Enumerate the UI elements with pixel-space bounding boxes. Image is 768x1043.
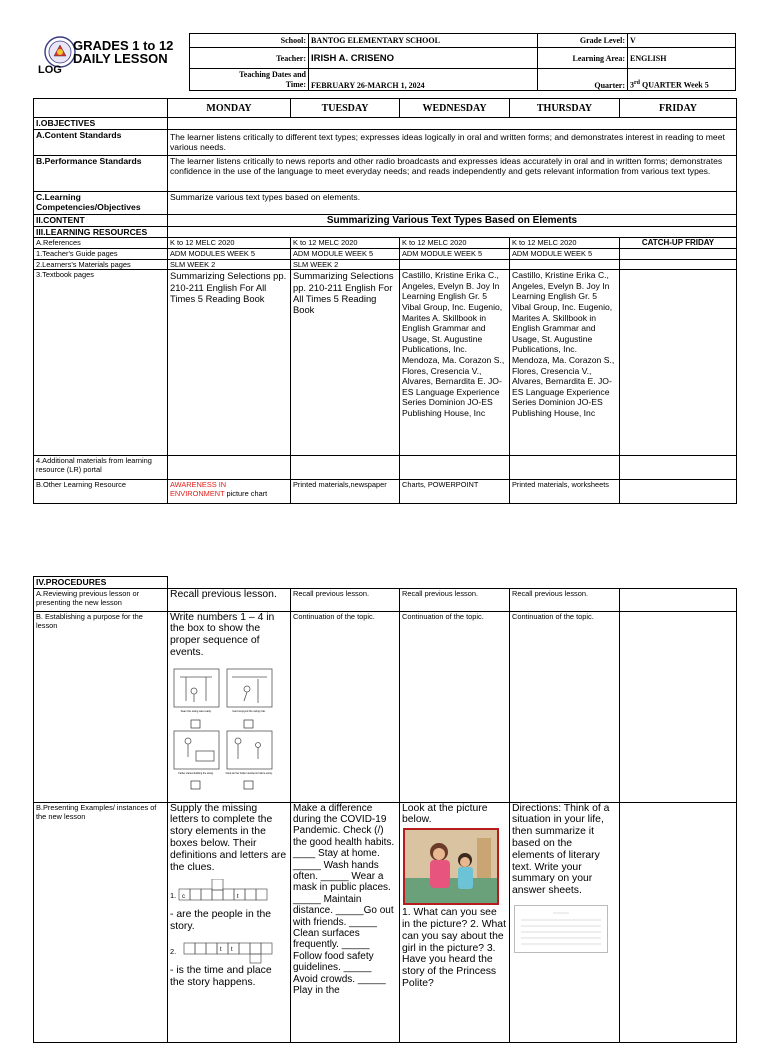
presenting-examples-label: B.Presenting Examples/ instances of the new lesson — [34, 802, 168, 1042]
sequence-caption-1: Sean the swing was ready. — [180, 709, 212, 713]
procedures-blank — [168, 577, 737, 589]
review-tuesday: Recall previous lesson. — [291, 588, 400, 611]
resources-heading: III.LEARNING RESOURCES — [34, 226, 168, 238]
procedures-heading: IV.PROCEDURES — [34, 577, 168, 589]
lm-monday: SLM WEEK 2 — [168, 260, 291, 270]
day-tuesday: TUESDAY — [291, 99, 400, 118]
area-label: Learning Area: — [538, 48, 628, 69]
other-resource-label: B.Other Learning Resource — [34, 480, 168, 504]
resources-blank — [168, 226, 737, 238]
content-standards-label: A.Content Standards — [34, 129, 168, 155]
review-wednesday: Recall previous lesson. — [400, 588, 510, 611]
review-monday: Recall previous lesson. — [168, 588, 291, 611]
other-monday-rest: picture chart — [224, 489, 268, 499]
ref-wednesday: K to 12 MELC 2020 — [400, 238, 510, 249]
performance-standards-label: B.Performance Standards — [34, 155, 168, 191]
teachers-guide-label: 1.Teacher's Guide pages — [34, 249, 168, 260]
crossword-2-letter-t2: t — [231, 946, 233, 953]
purpose-label: B. Establishing a purpose for the lesson — [34, 611, 168, 802]
day-monday: MONDAY — [168, 99, 291, 118]
school-value: BANTOG ELEMENTARY SCHOOL — [309, 34, 538, 48]
purpose-friday — [620, 611, 737, 802]
examples-wednesday — [400, 802, 510, 1042]
learners-materials-label: 2.Learners's Materials pages — [34, 260, 168, 270]
other-monday — [168, 480, 291, 504]
tb-monday: Summarizing Selections pp. 210-211 English For All Times 5 Reading Book — [168, 270, 291, 456]
examples-wednesday-questions: 1. What can you see in the picture? 2. What can you say about the girl in the picture? 3. Have you heard the story of the Princess Polite? — [402, 907, 506, 989]
purpose-monday — [168, 611, 291, 802]
examples-monday-text: Supply the missing letters to complete the story elements in the boxes below. Their definitions and letters are the clues. — [170, 802, 287, 873]
objectives-heading: I.OBJECTIVES — [34, 118, 168, 130]
tg-thursday: ADM MODULE WEEK 5 — [510, 249, 620, 260]
examples-tuesday: Make a difference during the COVID-19 Pandemic. Check (/) the good health habits. ____ Stay at home. _____ Wash hands often. _____ Wear a mask in public places. _____ Maintain distance. _____Go out with friends. _____ Clean surfaces frequently. _____ Follow food safety guidelines. _____ Avoid crowds. _____ Play in the — [291, 802, 400, 1042]
title-line-2: DAILY LESSON — [73, 51, 168, 66]
add-monday — [168, 456, 291, 480]
tb-tuesday: Summarizing Selections pp. 210-211 English For All Times 5 Reading Book — [291, 270, 400, 456]
dates-label-line2: Time: — [285, 79, 306, 89]
content-label: II.CONTENT — [34, 214, 168, 226]
area-value: ENGLISH — [628, 48, 736, 69]
title-line-3: LOG — [38, 64, 62, 76]
procedures-table — [33, 576, 737, 1043]
examples-monday — [168, 802, 291, 1042]
review-friday — [620, 588, 737, 611]
other-thursday: Printed materials, worksheets — [510, 480, 620, 504]
examples-thursday — [510, 802, 620, 1042]
purpose-tuesday: Continuation of the topic. — [291, 611, 400, 802]
references-label: A.References — [34, 238, 168, 249]
dates-value: FEBRUARY 26-MARCH 1, 2024 — [309, 69, 538, 91]
other-friday — [620, 480, 737, 504]
quarter-suffix: rd — [634, 80, 640, 87]
other-tuesday: Printed materials,newspaper — [291, 480, 400, 504]
lesson-plan-table — [33, 98, 737, 504]
grade-value: V — [628, 34, 736, 48]
blank-corner — [34, 99, 168, 118]
dates-label — [190, 69, 309, 91]
add-tuesday — [291, 456, 400, 480]
textbook-label: 3.Textbook pages — [34, 270, 168, 456]
day-friday: FRIDAY — [620, 99, 737, 118]
tg-friday — [620, 249, 737, 260]
reviewing-label: A.Reviewing previous lesson or presenting the new lesson — [34, 588, 168, 611]
ref-thursday: K to 12 MELC 2020 — [510, 238, 620, 249]
other-wednesday: Charts, POWERPOINT — [400, 480, 510, 504]
title-line-1: GRADES 1 to 12 — [73, 38, 174, 53]
add-friday — [620, 456, 737, 480]
examples-friday — [620, 802, 737, 1042]
day-thursday: THURSDAY — [510, 99, 620, 118]
crossword-1-definition: - are the people in the story. — [170, 909, 272, 933]
quarter-label: Quarter: — [538, 69, 628, 91]
dates-label-line1: Teaching Dates and — [239, 69, 306, 79]
competencies-text: Summarize various text types based on elements. — [168, 191, 737, 214]
tg-monday: ADM MODULES WEEK 5 — [168, 249, 291, 260]
sequence-caption-4: Carol and her Father decided to build a swing. — [225, 772, 273, 775]
sequence-caption-3: Father started building the swing. — [178, 771, 214, 775]
quarter-value — [628, 69, 736, 91]
content-title: Summarizing Various Text Types Based on Elements — [168, 214, 737, 226]
review-thursday: Recall previous lesson. — [510, 588, 620, 611]
crossword-2-boxes — [178, 939, 283, 965]
tb-friday — [620, 270, 737, 456]
purpose-monday-text: Write numbers 1 – 4 in the box to show the proper sequence of events. — [170, 611, 275, 658]
tb-wednesday: Castillo, Kristine Erika C., Angeles, Evelyn B. Joy In Learning English Gr. 5 Vibal Group, Inc. Eugenio, Marites A. Skillbook in English Grammar and Usage, St. Augustine Publications, Inc. Mendoza, Ma. Corazon S., Flores, Cresencia V., Alvares, Bernardita E. JO- ES Language Experience Series Dominion JO-ES Publishing House, Inc — [400, 270, 510, 456]
girl-picture — [403, 828, 499, 905]
other-monday-red-2: ENVIRONMENT — [170, 489, 225, 499]
lm-thursday — [510, 260, 620, 270]
objectives-blank — [168, 118, 737, 130]
lm-wednesday — [400, 260, 510, 270]
sequence-pictures — [172, 665, 282, 796]
lm-friday — [620, 260, 737, 270]
other-monday-red-1: AWARENESS IN — [170, 480, 227, 490]
crossword-2-number: 2. — [170, 946, 177, 956]
add-thursday — [510, 456, 620, 480]
summary-worksheet — [514, 905, 608, 953]
additional-materials-label: 4.Additional materials from learning resource (LR) portal — [34, 456, 168, 480]
content-standards-text: The learner listens critically to different text types; expresses ideas logically in oral and written forms; and demonstrates interest in reading to meet various needs. — [168, 129, 737, 155]
ref-monday: K to 12 MELC 2020 — [168, 238, 291, 249]
purpose-thursday: Continuation of the topic. — [510, 611, 620, 802]
teacher-label: Teacher: — [190, 48, 309, 69]
add-wednesday — [400, 456, 510, 480]
crossword-2-definition: - is the time and place the story happens. — [170, 964, 272, 988]
grade-label: Grade Level: — [538, 34, 628, 48]
crossword-1 — [170, 879, 288, 909]
crossword-1-letter-c: c — [182, 894, 185, 901]
tb-thursday: Castillo, Kristine Erika C., Angeles, Evelyn B. Joy In Learning English Gr. 5 Vibal Group, Inc. Eugenio, Marites A. Skillbook in English Grammar and Usage, St. Augustine Publications, Inc. Mendoza, Ma. Corazon S., Flores, Cresencia V., Alvares, Bernardita E. JO- ES Language Experience Series Dominion JO-ES Publishing House, Inc — [510, 270, 620, 456]
quarter-number: 3 — [630, 81, 634, 90]
competencies-label: C.Learning Competencies/Objectives — [34, 191, 168, 214]
girl-picture-illustration — [405, 830, 497, 903]
sequence-caption-2: Carol enjoyed the swing ride. — [232, 709, 266, 713]
examples-thursday-text: Directions: Think of a situation in your life, then summarize it based on the elements of literary text. Write your summary on your answer sheets. — [512, 802, 610, 897]
crossword-1-letter-t: t — [237, 894, 239, 901]
crossword-1-boxes — [178, 879, 283, 909]
sequence-pictures-illustration — [172, 665, 282, 791]
teacher-value: IRISH A. CRISENO — [309, 48, 538, 69]
crossword-2 — [170, 939, 288, 965]
tg-tuesday: ADM MODULE WEEK 5 — [291, 249, 400, 260]
lm-tuesday: SLM WEEK 2 — [291, 260, 400, 270]
performance-standards-text: The learner listens critically to news reports and other radio broadcasts and expresses ideas accurately in oral and in written forms; demonstrates confidence in the use of the language to meet everyday needs; and reads independently and gets relevant information from various text types. — [168, 155, 737, 191]
ref-friday-catchup: CATCH-UP FRIDAY — [620, 238, 737, 249]
summary-worksheet-lines — [515, 906, 607, 952]
day-wednesday: WEDNESDAY — [400, 99, 510, 118]
ref-tuesday: K to 12 MELC 2020 — [291, 238, 400, 249]
tg-wednesday: ADM MODULE WEEK 5 — [400, 249, 510, 260]
quarter-text: QUARTER Week 5 — [640, 81, 709, 90]
purpose-wednesday: Continuation of the topic. — [400, 611, 510, 802]
crossword-2-letter-t1: t — [220, 946, 222, 953]
school-label: School: — [190, 34, 309, 48]
header-info-table — [189, 33, 736, 91]
examples-wednesday-intro: Look at the picture below. — [402, 802, 488, 826]
crossword-1-number: 1. — [170, 891, 177, 901]
